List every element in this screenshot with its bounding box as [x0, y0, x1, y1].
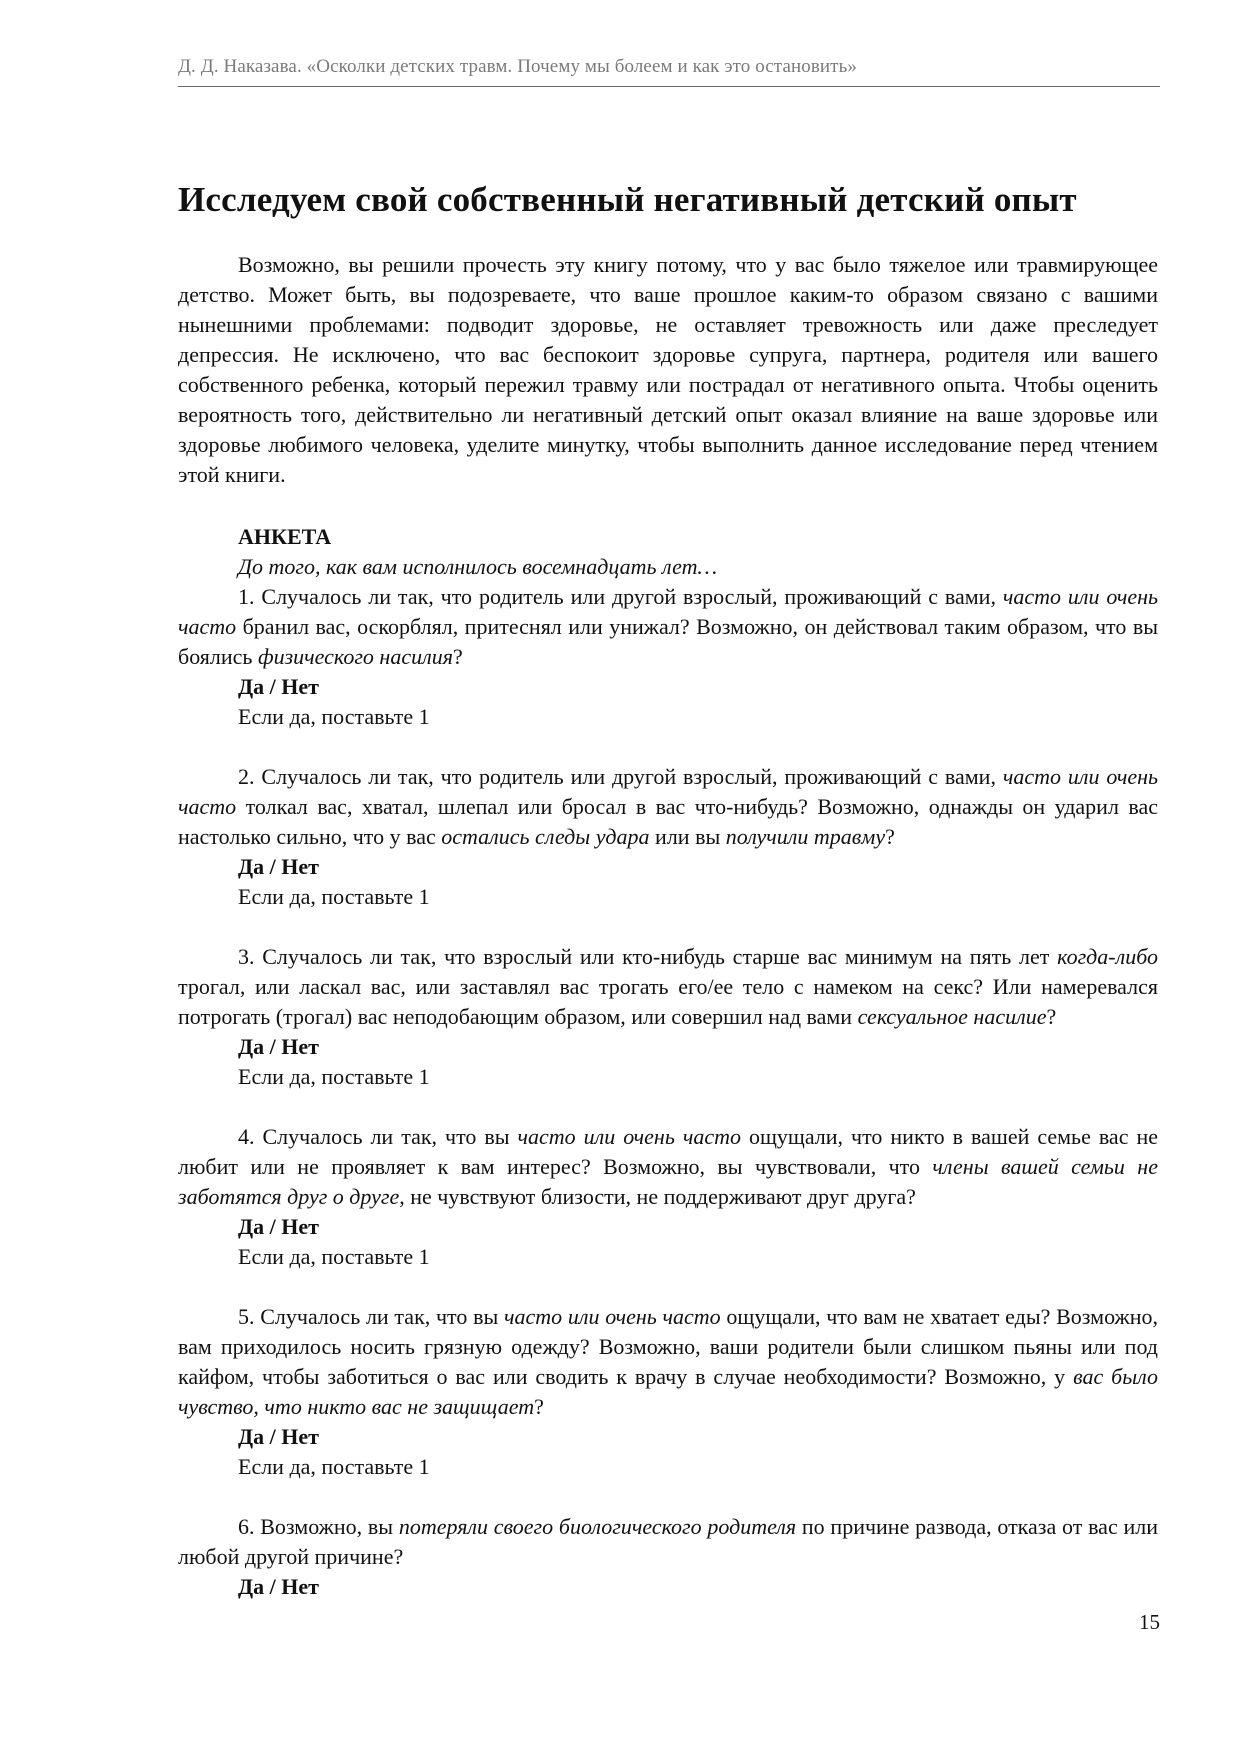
question-emphasis: часто или очень часто [178, 764, 1159, 819]
answer-options-5: Да / Нет [238, 1424, 319, 1449]
question-text: ? [534, 1394, 544, 1419]
question-emphasis: часто или очень часто [517, 1124, 741, 1149]
question-emphasis: часто или очень часто [504, 1304, 721, 1329]
question-text: толкал вас, хватал, шлепал или бросал в вас что-нибудь? Возможно, однажды он ударил вас настолько сильно, что у вас [178, 794, 1158, 849]
scoring-instruction-4: Если да, поставьте 1 [238, 1244, 430, 1269]
question-text: ? [452, 644, 463, 669]
question-emphasis: потеряли своего биологического родителя [398, 1514, 797, 1539]
scoring-instruction-1: Если да, поставьте 1 [238, 704, 430, 729]
scoring-instruction-2: Если да, поставьте 1 [238, 884, 430, 909]
question-emphasis: часто или очень часто [178, 584, 1159, 639]
answer-options-1: Да / Нет [238, 674, 319, 699]
question-2 [178, 762, 1158, 852]
page-title: Исследуем свой собственный негативный детский опыт [178, 180, 1077, 219]
question-emphasis: получили травму [725, 824, 886, 849]
answer-options-3: Да / Нет [238, 1034, 319, 1059]
question-text: ? [1046, 1004, 1057, 1029]
question-emphasis: остались следы удара [441, 824, 650, 849]
question-3 [178, 942, 1158, 1032]
question-text: бранил вас, оскорблял, притеснял или унижал? Возможно, он действовал таким образом, что вы боялись [178, 614, 1158, 669]
question-text: 4. Случалось ли так, что вы [238, 1124, 518, 1149]
question-emphasis: вас было чувство, что никто вас не защищает [178, 1364, 1158, 1419]
question-text: ощущали, что никто в вашей семье вас не любит или не проявляет к вам интерес? Возможно, вы чувствовали, что [178, 1124, 1158, 1179]
scoring-instruction-3: Если да, поставьте 1 [238, 1064, 430, 1089]
question-text: или вы [649, 824, 726, 849]
question-text: 6. Возможно, вы [238, 1514, 399, 1539]
question-text: 1. Случалось ли так, что родитель или другой взрослый, проживающий с вами, [238, 584, 1003, 609]
header-rule [178, 86, 1160, 87]
questionnaire-lead: До того, как вам исполнилось восемнадцать лет… [238, 554, 718, 579]
scoring-instruction-5: Если да, поставьте 1 [238, 1454, 430, 1479]
question-4 [178, 1122, 1158, 1212]
page-number: 15 [1139, 1610, 1160, 1634]
running-header: Д. Д. Наказава. «Осколки детских травм. Почему мы болеем и как это остановить» [178, 56, 857, 77]
page-content [178, 176, 1158, 1602]
question-6 [178, 1512, 1158, 1572]
question-text: , не чувствуют близости, не поддерживают друг друга? [399, 1184, 916, 1209]
question-emphasis: члены вашей семьи не заботятся друг о друге [178, 1154, 1158, 1209]
answer-options-6: Да / Нет [238, 1574, 319, 1599]
answer-options-2: Да / Нет [238, 854, 319, 879]
question-text: по причине развода, отказа от вас или любой другой причине? [178, 1514, 1158, 1569]
question-5 [178, 1302, 1158, 1422]
question-text: 3. Случалось ли так, что взрослый или кто-нибудь старше вас минимум на пять лет [238, 944, 1058, 969]
intro-paragraph: Возможно, вы решили прочесть эту книгу потому, что у вас было тяжелое или травмирующее детство. Может быть, вы подозреваете, что ваше прошлое каким-то образом связано с вашими нынешними проблемами: подводит здоровье, не оставляет тревожность или даже преследует депрессия. Не исключено, что вас беспокоит здоровье супруга, партнера, родителя или вашего собственного ребенка, который пережил травму или пострадал от негативного опыта. Чтобы оценить вероятность того, действительно ли негативный детский опыт оказал влияние на ваше здоровье или здоровье любимого человека, уделите минутку, чтобы выполнить данное исследование перед чтением этой книги. [178, 252, 1158, 487]
answer-options-4: Да / Нет [238, 1214, 319, 1239]
question-text: трогал, или ласкал вас, или заставлял вас трогать его/ее тело с намеком на секс? Или намеревался потрогать (трогал) вас неподобающим образом, или совершил над вами [178, 974, 1158, 1029]
question-emphasis: физического насилия [257, 644, 453, 669]
question-1 [178, 582, 1158, 672]
question-text: ощущали, что вам не хватает еды? Возможно, вам приходилось носить грязную одежду? Возможно, ваши родители были слишком пьяны или под кайфом, чтобы заботиться о вас или сводить к врачу в случае необходимости? Возможно, у [178, 1304, 1158, 1389]
questionnaire-heading: АНКЕТА [238, 524, 332, 549]
question-text: ? [885, 824, 895, 849]
question-text: 5. Случалось ли так, что вы [238, 1304, 504, 1329]
question-emphasis: сексуальное насилие [857, 1004, 1047, 1029]
question-emphasis: когда-либо [1057, 944, 1158, 969]
question-text: 2. Случалось ли так, что родитель или другой взрослый, проживающий с вами, [238, 764, 1003, 789]
